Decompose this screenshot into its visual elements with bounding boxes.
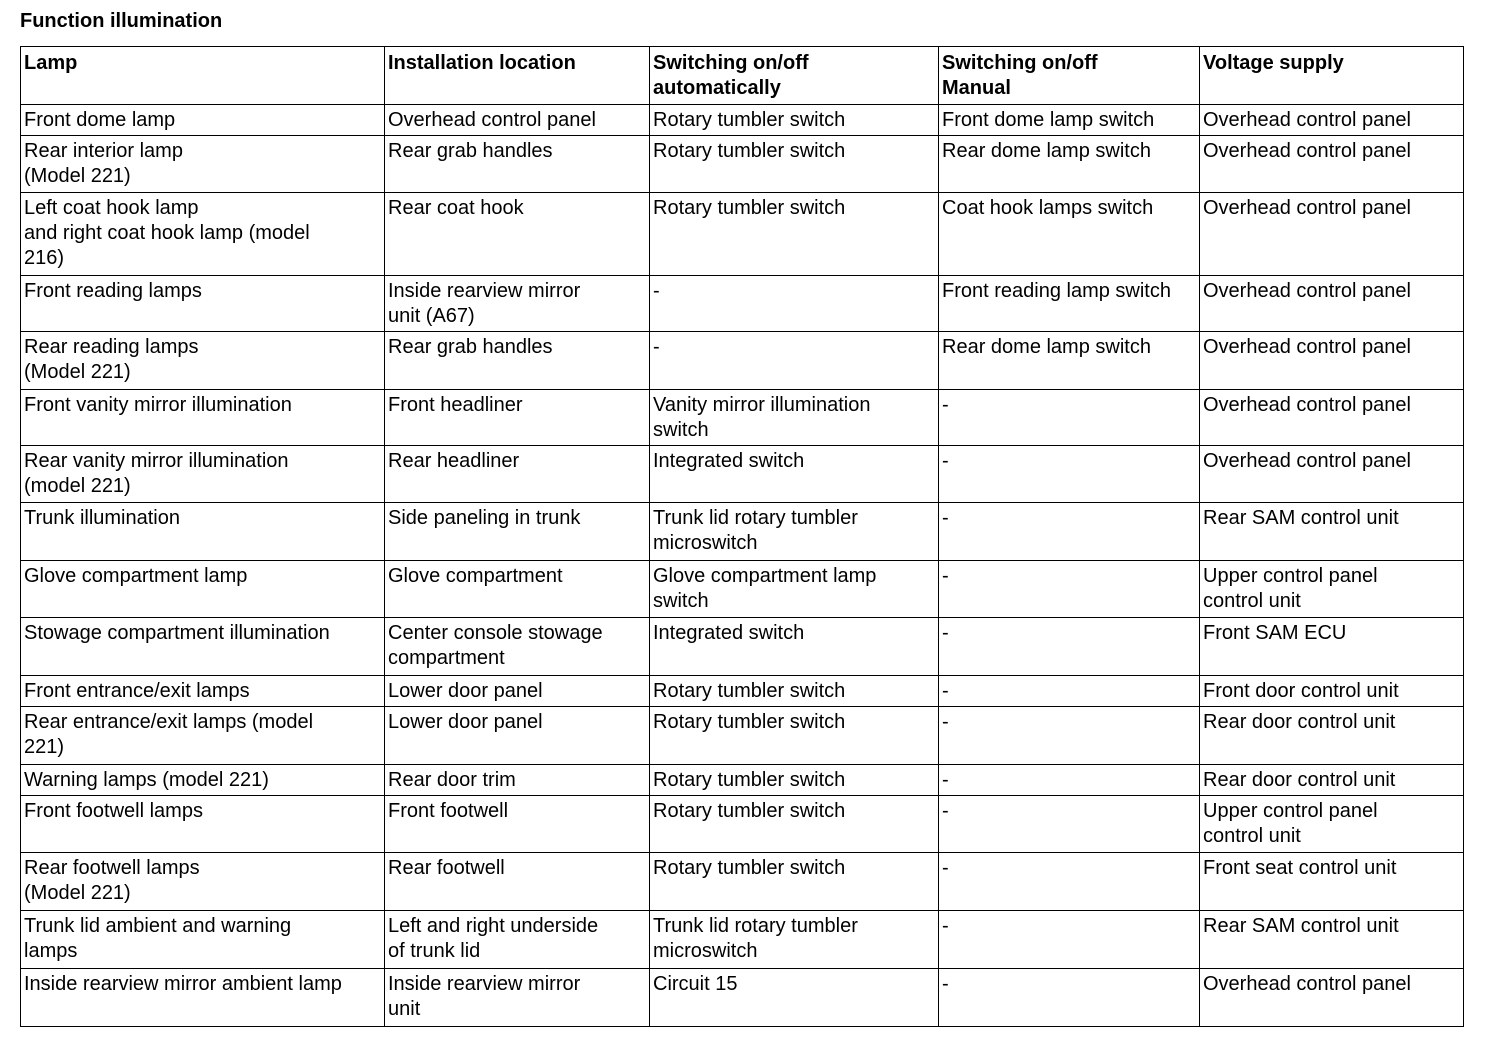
cell-installation-location: Lower door panel xyxy=(385,707,650,765)
cell-installation-location: Front footwell xyxy=(385,796,650,853)
table-row xyxy=(21,969,1464,1027)
cell-switching-automatic: Rotary tumbler switch xyxy=(650,105,939,136)
cell-lamp: Inside rearview mirror ambient lamp xyxy=(21,969,385,1027)
cell-lamp: Front entrance/exit lamps xyxy=(21,676,385,707)
header-row xyxy=(21,47,1464,105)
cell-lamp: Rear entrance/exit lamps (model 221) xyxy=(21,707,385,765)
cell-switching-automatic: Circuit 15 xyxy=(650,969,939,1027)
cell-lamp: Rear footwell lamps (Model 221) xyxy=(21,853,385,911)
cell-switching-manual: Front dome lamp switch xyxy=(939,105,1200,136)
cell-switching-automatic: - xyxy=(650,276,939,332)
cell-switching-automatic: Rotary tumbler switch xyxy=(650,853,939,911)
cell-voltage-supply: Overhead control panel xyxy=(1200,969,1464,1027)
cell-lamp: Trunk lid ambient and warning lamps xyxy=(21,911,385,969)
cell-switching-manual: Coat hook lamps switch xyxy=(939,193,1200,276)
cell-switching-automatic: Rotary tumbler switch xyxy=(650,193,939,276)
cell-installation-location: Inside rearview mirror unit xyxy=(385,969,650,1027)
cell-switching-manual: - xyxy=(939,390,1200,446)
cell-switching-automatic: Rotary tumbler switch xyxy=(650,136,939,193)
table-row xyxy=(21,446,1464,503)
cell-voltage-supply: Rear door control unit xyxy=(1200,765,1464,796)
cell-voltage-supply: Overhead control panel xyxy=(1200,105,1464,136)
cell-lamp: Front dome lamp xyxy=(21,105,385,136)
cell-lamp: Front reading lamps xyxy=(21,276,385,332)
cell-installation-location: Rear grab handles xyxy=(385,332,650,390)
header-installation-location: Installation location xyxy=(385,47,650,105)
table-row xyxy=(21,193,1464,276)
cell-voltage-supply: Upper control panel control unit xyxy=(1200,796,1464,853)
cell-voltage-supply: Overhead control panel xyxy=(1200,136,1464,193)
cell-installation-location: Rear coat hook xyxy=(385,193,650,276)
cell-voltage-supply: Overhead control panel xyxy=(1200,446,1464,503)
table-row xyxy=(21,853,1464,911)
cell-switching-manual: - xyxy=(939,561,1200,618)
cell-installation-location: Rear footwell xyxy=(385,853,650,911)
cell-installation-location: Left and right underside of trunk lid xyxy=(385,911,650,969)
cell-installation-location: Side paneling in trunk xyxy=(385,503,650,561)
cell-voltage-supply: Rear door control unit xyxy=(1200,707,1464,765)
cell-voltage-supply: Overhead control panel xyxy=(1200,332,1464,390)
cell-switching-manual: Rear dome lamp switch xyxy=(939,136,1200,193)
cell-switching-automatic: - xyxy=(650,332,939,390)
cell-lamp: Left coat hook lamp and right coat hook lamp (model 216) xyxy=(21,193,385,276)
cell-switching-automatic: Trunk lid rotary tumbler microswitch xyxy=(650,911,939,969)
cell-switching-manual: - xyxy=(939,503,1200,561)
cell-switching-automatic: Integrated switch xyxy=(650,618,939,676)
cell-installation-location: Inside rearview mirror unit (A67) xyxy=(385,276,650,332)
header-lamp: Lamp xyxy=(21,47,385,105)
cell-switching-automatic: Rotary tumbler switch xyxy=(650,676,939,707)
cell-installation-location: Glove compartment xyxy=(385,561,650,618)
cell-voltage-supply: Rear SAM control unit xyxy=(1200,503,1464,561)
header-switching-automatic: Switching on/off automatically xyxy=(650,47,939,105)
cell-installation-location: Overhead control panel xyxy=(385,105,650,136)
cell-installation-location: Rear door trim xyxy=(385,765,650,796)
cell-lamp: Front vanity mirror illumination xyxy=(21,390,385,446)
cell-voltage-supply: Upper control panel control unit xyxy=(1200,561,1464,618)
cell-installation-location: Rear headliner xyxy=(385,446,650,503)
cell-lamp: Front footwell lamps xyxy=(21,796,385,853)
table-row xyxy=(21,332,1464,390)
cell-switching-automatic: Rotary tumbler switch xyxy=(650,796,939,853)
cell-switching-manual: Rear dome lamp switch xyxy=(939,332,1200,390)
cell-voltage-supply: Rear SAM control unit xyxy=(1200,911,1464,969)
table-row xyxy=(21,390,1464,446)
cell-installation-location: Lower door panel xyxy=(385,676,650,707)
document-title: Function illumination xyxy=(20,10,223,32)
cell-switching-manual: - xyxy=(939,618,1200,676)
cell-installation-location: Center console stowage compartment xyxy=(385,618,650,676)
cell-installation-location: Rear grab handles xyxy=(385,136,650,193)
cell-lamp: Rear interior lamp (Model 221) xyxy=(21,136,385,193)
header-voltage-supply: Voltage supply xyxy=(1200,47,1464,105)
cell-voltage-supply: Front seat control unit xyxy=(1200,853,1464,911)
cell-switching-manual: - xyxy=(939,911,1200,969)
header-switching-manual: Switching on/off Manual xyxy=(939,47,1200,105)
cell-lamp: Rear vanity mirror illumination (model 221) xyxy=(21,446,385,503)
cell-lamp: Trunk illumination xyxy=(21,503,385,561)
table-row xyxy=(21,911,1464,969)
cell-switching-manual: - xyxy=(939,765,1200,796)
cell-switching-automatic: Rotary tumbler switch xyxy=(650,765,939,796)
cell-lamp: Glove compartment lamp xyxy=(21,561,385,618)
cell-lamp: Warning lamps (model 221) xyxy=(21,765,385,796)
table-row xyxy=(21,765,1464,796)
cell-switching-automatic: Trunk lid rotary tumbler microswitch xyxy=(650,503,939,561)
cell-voltage-supply: Overhead control panel xyxy=(1200,390,1464,446)
cell-switching-manual: Front reading lamp switch xyxy=(939,276,1200,332)
cell-switching-automatic: Vanity mirror illumination switch xyxy=(650,390,939,446)
cell-switching-manual: - xyxy=(939,796,1200,853)
cell-lamp: Rear reading lamps (Model 221) xyxy=(21,332,385,390)
table-row xyxy=(21,276,1464,332)
cell-switching-manual: - xyxy=(939,676,1200,707)
cell-switching-automatic: Rotary tumbler switch xyxy=(650,707,939,765)
table-row xyxy=(21,676,1464,707)
table-row xyxy=(21,136,1464,193)
cell-voltage-supply: Overhead control panel xyxy=(1200,193,1464,276)
cell-switching-manual: - xyxy=(939,853,1200,911)
table-row xyxy=(21,796,1464,853)
cell-switching-automatic: Integrated switch xyxy=(650,446,939,503)
cell-voltage-supply: Front SAM ECU xyxy=(1200,618,1464,676)
cell-lamp: Stowage compartment illumination xyxy=(21,618,385,676)
cell-switching-manual: - xyxy=(939,969,1200,1027)
illumination-table xyxy=(20,46,1464,1027)
table-row xyxy=(21,707,1464,765)
cell-switching-manual: - xyxy=(939,707,1200,765)
table-row xyxy=(21,561,1464,618)
cell-switching-manual: - xyxy=(939,446,1200,503)
table-row xyxy=(21,503,1464,561)
cell-voltage-supply: Front door control unit xyxy=(1200,676,1464,707)
table-body xyxy=(21,105,1464,1027)
table-row xyxy=(21,105,1464,136)
cell-installation-location: Front headliner xyxy=(385,390,650,446)
cell-switching-automatic: Glove compartment lamp switch xyxy=(650,561,939,618)
cell-voltage-supply: Overhead control panel xyxy=(1200,276,1464,332)
table-row xyxy=(21,618,1464,676)
